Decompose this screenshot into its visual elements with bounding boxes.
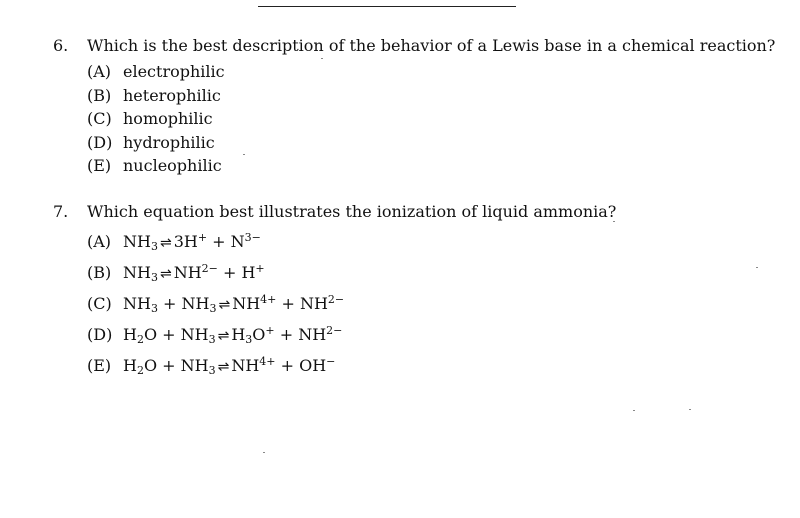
choice-b[interactable]	[87, 263, 616, 294]
choice-letter: (C)	[87, 109, 112, 128]
choice-d[interactable]	[87, 133, 775, 157]
choice-a[interactable]	[87, 232, 616, 263]
scan-speck	[613, 221, 615, 222]
question-stem: Which equation best illustrates the ionization of liquid ammonia?	[87, 202, 617, 221]
chemical-equation: $H_2O + NH_3$ ⇌ $H_3O^+ + NH^{2-}$	[123, 324, 343, 346]
choice-letter: (C)	[87, 294, 112, 313]
choice-a[interactable]	[87, 62, 775, 86]
choice-letter: (E)	[87, 356, 112, 375]
scan-speck	[689, 409, 691, 410]
scan-speck	[263, 452, 265, 453]
choice-text: homophilic	[123, 109, 213, 128]
choice-letter: (B)	[87, 85, 112, 105]
choice-text: nucleophilic	[123, 156, 222, 175]
choice-e[interactable]	[87, 156, 775, 180]
choice-list	[87, 62, 775, 180]
choice-letter: (E)	[87, 156, 112, 175]
top-rule	[258, 6, 516, 7]
choice-letter: (A)	[87, 62, 112, 81]
question-6	[53, 36, 775, 180]
choice-letter: (D)	[87, 325, 113, 344]
chemical-equation: $NH_3 + NH_3$ ⇌ $NH^{4+} + NH^{2-}$	[123, 293, 345, 315]
question-7-header	[53, 202, 616, 224]
choice-c[interactable]	[87, 109, 775, 133]
chemical-equation: $NH_3$ ⇌ $3H^+ + N^{3-}$	[123, 231, 261, 253]
scan-speck	[633, 410, 635, 411]
choice-letter: (A)	[87, 232, 112, 251]
chemical-equation: $H_2O + NH_3$ ⇌ $NH^{4+} + OH^-$	[123, 355, 336, 377]
choice-list	[87, 232, 616, 387]
question-stem: Which is the best description of the behavior of a Lewis base in a chemical reaction?	[87, 36, 776, 55]
question-number: 7.	[53, 202, 69, 221]
choice-letter: (D)	[87, 132, 113, 152]
scan-speck	[756, 267, 758, 268]
choice-d[interactable]	[87, 325, 616, 356]
choice-b[interactable]	[87, 86, 775, 110]
scan-speck	[243, 154, 245, 155]
choice-text: heterophilic	[123, 85, 221, 105]
question-7	[53, 202, 616, 387]
chemical-equation: $NH_3$ ⇌ $NH^{2-} + H^+$	[123, 262, 265, 284]
choice-text: electrophilic	[123, 62, 225, 81]
scan-speck	[321, 58, 323, 59]
choice-e[interactable]	[87, 356, 616, 387]
choice-text: hydrophilic	[123, 132, 215, 152]
choice-letter: (B)	[87, 263, 112, 282]
question-6-header	[53, 36, 775, 58]
choice-c[interactable]	[87, 294, 616, 325]
question-number: 6.	[53, 36, 69, 55]
